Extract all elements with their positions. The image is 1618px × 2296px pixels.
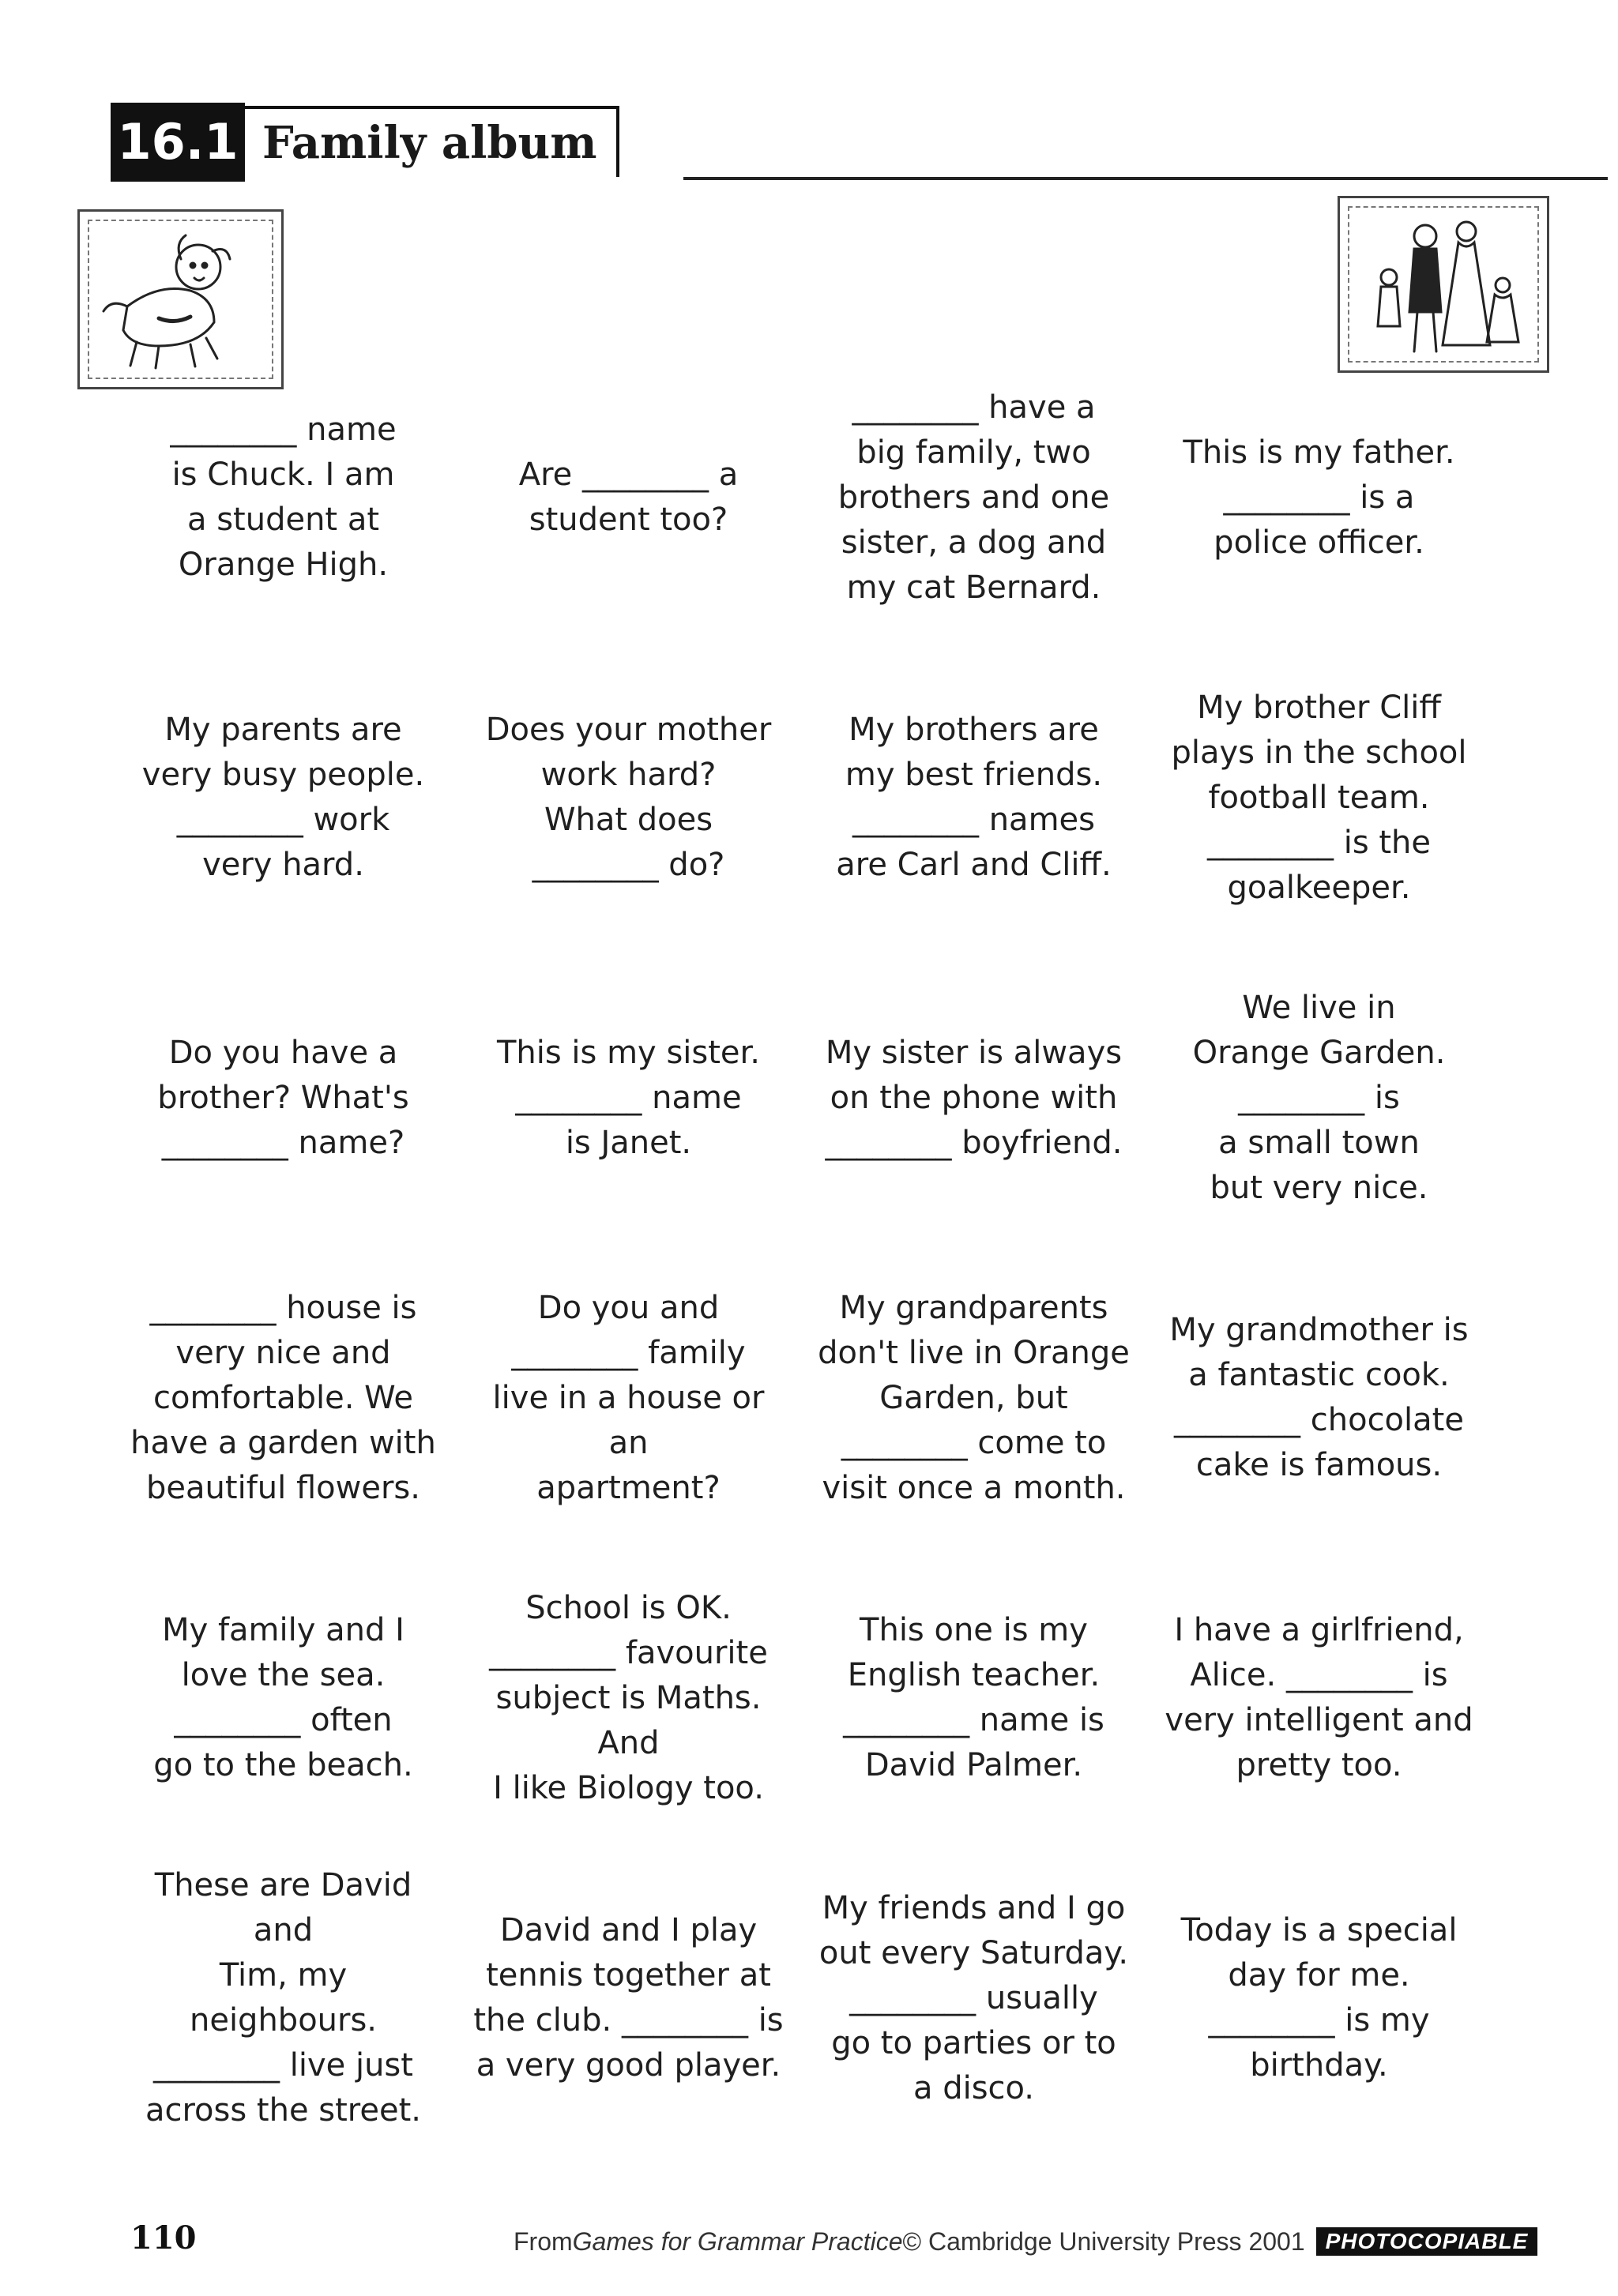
card-text (1165, 1608, 1473, 1788)
card-line: David Palmer. (864, 1747, 1083, 1783)
card-line: pretty too. (1236, 1747, 1402, 1783)
card-text (519, 453, 738, 543)
card-line: apartment? (536, 1469, 721, 1506)
exercise-card (801, 1848, 1146, 2148)
header-rule (683, 177, 1608, 180)
card-line: ________ often (174, 1702, 393, 1738)
source-prefix: From (514, 2226, 573, 2256)
card-text (1181, 1908, 1458, 2088)
unit-title: Family album (245, 106, 619, 177)
card-line: My grandmother is (1169, 1312, 1469, 1348)
card-line: very hard. (202, 847, 364, 883)
card-line: ________ come to (841, 1424, 1107, 1461)
exercise-card (456, 648, 801, 948)
card-line: are Carl and Cliff. (836, 847, 1112, 883)
card-text (1193, 986, 1446, 1211)
card-line: don't live in Orange (818, 1334, 1130, 1371)
card-line: big family, two (856, 434, 1091, 471)
exercise-card (111, 1548, 456, 1848)
card-line: a fantastic cook. (1188, 1357, 1450, 1393)
card-text (486, 708, 772, 888)
card-line: football team. (1208, 779, 1430, 816)
card-text (843, 1608, 1104, 1788)
card-text (142, 708, 424, 888)
photocopiable-badge: PHOTOCOPIABLE (1316, 2227, 1538, 2256)
card-line: student too? (529, 502, 728, 538)
card-line: a disco. (912, 2069, 1035, 2106)
card-text (170, 408, 396, 588)
exercise-card (1146, 648, 1492, 948)
card-line: brother? What's (157, 1079, 409, 1116)
card-line: This is my sister. (496, 1034, 761, 1071)
card-line: Alice. ________ is (1190, 1657, 1448, 1693)
card-text (473, 1908, 783, 2088)
card-line: go to parties or to (831, 2024, 1116, 2061)
card-line: sister, a dog and (841, 524, 1107, 561)
card-line: plays in the school (1171, 734, 1467, 771)
card-text (1169, 1308, 1468, 1488)
card-line: work hard? (540, 757, 717, 793)
card-line: Garden, but (879, 1379, 1068, 1416)
card-line: Do you have a (168, 1034, 398, 1071)
card-line: My brothers are (849, 712, 1099, 748)
card-line: ________ house is (149, 1289, 417, 1326)
exercise-card (801, 1548, 1146, 1848)
card-line: I have a girlfriend, (1174, 1612, 1464, 1648)
exercise-card (456, 1548, 801, 1848)
exercise-card (111, 1848, 456, 2148)
card-line: Today is a special (1180, 1912, 1458, 1948)
exercise-card (111, 948, 456, 1248)
card-line: ________ chocolate (1174, 1402, 1464, 1438)
card-line: ________ names (852, 802, 1095, 838)
card-line: tennis together at (486, 1957, 771, 1993)
exercise-card (456, 948, 801, 1248)
card-line: but very nice. (1210, 1169, 1428, 1206)
exercise-card (1146, 1548, 1492, 1848)
card-line: beautiful flowers. (146, 1469, 420, 1506)
card-line: goalkeeper. (1227, 869, 1411, 906)
card-line: My friends and I go (822, 1889, 1126, 1926)
card-text (468, 1286, 788, 1511)
card-line: ________ usually (849, 1979, 1098, 2016)
exercise-card (111, 348, 456, 648)
card-text (1183, 430, 1454, 566)
card-line: visit once a month. (822, 1469, 1126, 1506)
card-line: David and I play (499, 1912, 758, 1948)
page-number: 110 (130, 2219, 197, 2257)
card-line: ________ do? (532, 847, 725, 883)
card-text (157, 1031, 408, 1166)
card-line: brothers and one (837, 479, 1110, 516)
card-line: is Chuck. I am (171, 457, 395, 493)
card-line: Orange High. (178, 547, 389, 583)
card-line: love the sea. (181, 1657, 386, 1693)
card-line: live in a house or an (492, 1379, 765, 1461)
unit-number: 16.1 (111, 103, 245, 182)
card-line: ________ family (511, 1334, 746, 1371)
card-line: My parents are (164, 712, 402, 748)
card-text (838, 385, 1109, 611)
card-line: comfortable. We (153, 1379, 413, 1416)
wedding-photo (1338, 196, 1549, 373)
card-text (1171, 686, 1466, 911)
exercise-card (111, 648, 456, 948)
card-text (819, 1886, 1128, 2111)
card-line: My sister is always (825, 1034, 1123, 1071)
exercise-card (1146, 1248, 1492, 1548)
card-line: is Janet. (565, 1124, 692, 1161)
card-line: ________ name (515, 1079, 742, 1116)
source-credit (514, 2224, 1537, 2259)
card-line: School is OK. (525, 1589, 732, 1626)
card-line: Orange Garden. (1192, 1034, 1446, 1071)
card-line: across the street. (145, 2092, 421, 2129)
card-line: Does your mother (485, 712, 772, 748)
card-text (497, 1031, 760, 1166)
card-line: on the phone with (830, 1079, 1118, 1116)
card-line: ________ have a (852, 389, 1096, 426)
card-line: ________ is (1238, 1079, 1400, 1116)
card-line: Tim, my neighbours. (189, 1957, 378, 2039)
card-line: subject is Maths. And (495, 1679, 762, 1761)
card-line: English teacher. (847, 1657, 1101, 1693)
card-line: My family and I (162, 1612, 404, 1648)
card-text (468, 1586, 788, 1811)
card-text (130, 1286, 436, 1511)
card-text (826, 1031, 1123, 1166)
card-line: birthday. (1250, 2047, 1388, 2084)
exercise-card (801, 648, 1146, 948)
card-text (123, 1863, 443, 2133)
card-line: day for me. (1228, 1957, 1410, 1993)
card-line: ________ is the (1206, 824, 1432, 861)
card-line: a small town (1218, 1124, 1420, 1161)
card-line: my cat Bernard. (846, 569, 1101, 606)
card-line: I like Biology too. (493, 1769, 764, 1806)
card-line: ________ is a (1223, 479, 1415, 516)
exercise-card (456, 1848, 801, 2148)
card-line: ________ live just (153, 2047, 413, 2084)
exercise-card (1146, 948, 1492, 1248)
exercise-card (456, 1248, 801, 1548)
exercise-card (1146, 1848, 1492, 2148)
card-line: a student at (186, 502, 380, 538)
card-line: the club. ________ is (473, 2002, 784, 2039)
card-line: ________ boyfriend. (825, 1124, 1123, 1161)
exercise-card (111, 1248, 456, 1548)
card-line: go to the beach. (153, 1747, 413, 1783)
card-line: ________ work (176, 802, 390, 838)
card-line: This one is my (860, 1612, 1088, 1648)
exercise-grid (111, 348, 1493, 2148)
card-line: very nice and (175, 1334, 391, 1371)
card-line: very busy people. (141, 757, 425, 793)
card-line: ________ name is (843, 1702, 1104, 1738)
source-suffix: © Cambridge University Press 2001 (902, 2226, 1305, 2256)
wedding-illustration-icon (1340, 198, 1547, 370)
card-line: have a garden with (130, 1424, 436, 1461)
exercise-card (801, 1248, 1146, 1548)
card-line: police officer. (1214, 524, 1424, 561)
card-line: ________ favourite (489, 1634, 768, 1671)
card-line: out every Saturday. (818, 1934, 1129, 1971)
book-title: Games for Grammar Practice (572, 2226, 903, 2256)
card-line: Do you and (537, 1289, 720, 1326)
card-line: We live in (1242, 989, 1396, 1026)
card-line: ________ name (170, 411, 397, 448)
card-text (818, 1286, 1130, 1511)
card-line: This is my father. (1183, 434, 1455, 471)
card-line: cake is famous. (1195, 1447, 1443, 1483)
unit-header (111, 103, 1501, 182)
exercise-card (1146, 348, 1492, 648)
card-line: my best friends. (845, 757, 1103, 793)
card-line: ________ name? (161, 1124, 405, 1161)
exercise-card (801, 348, 1146, 648)
card-line: Are ________ a (518, 457, 739, 493)
card-line: My brother Cliff (1197, 689, 1441, 726)
card-text (836, 708, 1112, 888)
card-text (153, 1608, 412, 1788)
card-line: These are David and (154, 1867, 412, 1948)
card-line: ________ is my (1208, 2002, 1430, 2039)
card-line: a very good player. (476, 2047, 781, 2084)
card-line: What does (544, 802, 713, 838)
exercise-card (456, 348, 801, 648)
exercise-card (801, 948, 1146, 1248)
card-line: very intelligent and (1165, 1702, 1473, 1738)
card-line: My grandparents (839, 1289, 1108, 1326)
